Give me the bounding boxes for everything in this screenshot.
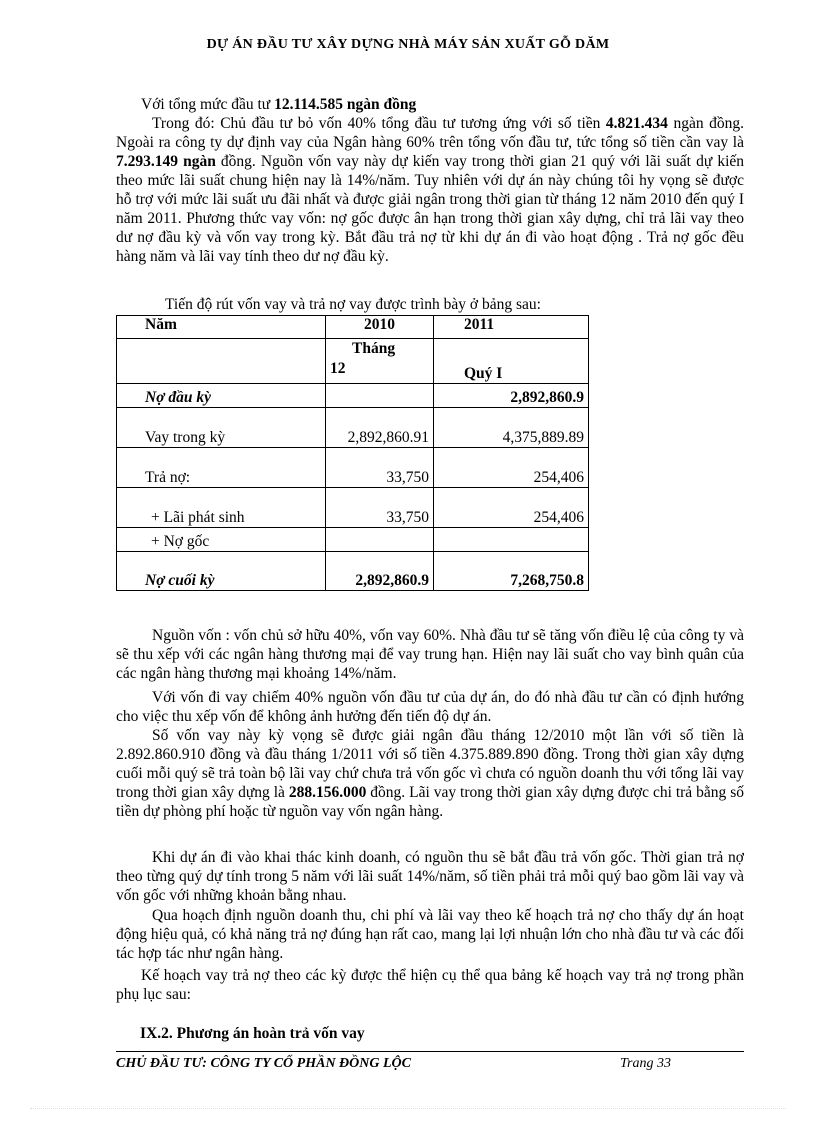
table-row-opening	[117, 384, 589, 408]
loan-amount: 7.293.149 ngàn	[116, 153, 216, 170]
p1-text-2: ngàn đồng. Ngoài ra công ty dự định vay của Ngân hàng 60% trên tổng vốn đầu tư, tức tổng số tiền cần vay là	[116, 115, 744, 151]
table-row-periods	[117, 339, 589, 384]
interest-2011: 254,406	[533, 509, 584, 526]
repay-2011: 254,406	[533, 469, 584, 486]
page-footer	[116, 1056, 744, 1072]
table-row-principal	[117, 528, 589, 552]
period-month-value: 12	[330, 360, 346, 377]
table-row-years	[117, 316, 589, 339]
equity-amount: 4.821.434	[605, 115, 668, 132]
p4-text-2: đồng. Lãi vay trong thời gian xây dựng được chi trả bằng số tiền dự phòng phí hoặc từ nguồn vay vốn ngân hàng.	[116, 784, 744, 820]
paragraph-repayment: Khi dự án đi vào khai thác kinh doanh, có nguồn thu sẽ bắt đầu trả vốn gốc. Thời gian trả nợ theo từng quý dự tính trong 5 năm với lãi suất 14%/năm, số tiền phải trả mỗi quý bao gồm lãi vay và vốn gốc với những khoản bằng nhau.	[116, 849, 744, 904]
paragraph-loan-share: Với vốn đi vay chiếm 40% nguồn vốn đầu tư của dự án, do đó nhà đầu tư cần có định hướng cho việc thu xếp vốn để không ảnh hưởng đến tiến độ dự án.	[116, 689, 744, 725]
repay-label: Trả nợ:	[145, 469, 191, 486]
intro-prefix: Với tổng mức đầu tư	[141, 96, 275, 113]
footer-divider	[116, 1051, 744, 1052]
paragraph-financing	[116, 114, 744, 266]
total-interest: 288.156.000	[288, 784, 367, 801]
bottom-divider	[30, 1108, 786, 1109]
page-number: Trang 33	[620, 1056, 671, 1071]
paragraph-plan: Kế hoạch vay trả nợ theo các kỳ được thể hiện cụ thể qua bảng kế hoạch vay trả nợ trong phần phụ lục sau:	[116, 967, 744, 1003]
intro-line	[141, 95, 641, 114]
closing-debt-2011: 7,268,750.8	[510, 572, 584, 589]
opening-debt-label: Nợ đầu kỳ	[145, 389, 212, 406]
interest-2010: 33,750	[386, 509, 429, 526]
p1-text-1: Trong đó: Chủ đầu tư bỏ vốn 40% tổng đầu tư tương ứng với số tiền	[152, 115, 606, 132]
table-row-interest	[117, 488, 589, 528]
paragraph-capital-sources: Nguồn vốn : vốn chủ sở hữu 40%, vốn vay 60%. Nhà đầu tư sẽ tăng vốn điều lệ của công ty và sẽ thu xếp với các ngân hàng thương mại để vay trung hạn. Hiện nay lãi suất cho vay bình quân của các ngân hàng thương mại khoảng 14%/năm.	[116, 627, 744, 682]
table-intro: Tiến độ rút vốn vay và trả nợ vay được trình bày ở bảng sau:	[165, 296, 541, 313]
year-2011: 2011	[464, 316, 495, 333]
year-2010: 2010	[364, 316, 395, 333]
paragraph-disbursement	[116, 726, 744, 821]
p4-text-1: Số vốn vay này kỳ vọng sẽ được giải ngân đầu tháng 12/2010 một lần với số tiền là 2.892.860.910 đồng và đầu tháng 1/2011 với số tiền 4.375.889.890 đồng. Trong thời gian xây dựng cuối mỗi quý sẽ trả toàn bộ lãi vay chứ chưa trả vốn gốc vì chưa có nguồn doanh thu với tổng lãi vay trong thời gian xây dựng là	[116, 727, 744, 801]
table-row-repay	[117, 448, 589, 488]
table-row-borrow	[117, 408, 589, 448]
borrow-2010: 2,892,860.91	[347, 429, 429, 446]
principal-label: + Nợ gốc	[151, 533, 210, 550]
total-investment: 12.114.585 ngàn đồng	[274, 96, 417, 113]
repay-2010: 33,750	[386, 469, 429, 486]
closing-debt-2010: 2,892,860.9	[355, 572, 429, 589]
borrow-2011: 4,375,889.89	[502, 429, 584, 446]
closing-debt-label: Nợ cuối kỳ	[145, 572, 215, 589]
period-quarter: Quý I	[464, 365, 503, 382]
col-year-label: Năm	[145, 316, 177, 333]
footer-owner: CHỦ ĐẦU TƯ: CÔNG TY CỔ PHẦN ĐỒNG LỘC	[116, 1056, 411, 1071]
p1-text-3: đồng. Nguồn vốn vay này dự kiến vay trong thời gian 21 quý với lãi suất dự kiến theo mức lãi suất chung hiện nay là 14%/năm. Tuy nhiên với dự án này chúng tôi hy vọng sẽ được hỗ trợ với mức lãi suất ưu đãi nhất và được giải ngân trong thời gian từ tháng 12 năm 2010 đến quý I năm 2011. Phương thức vay vốn: nợ gốc được ân hạn trong thời gian xây dựng, chỉ trả lãi vay theo dư nợ đầu kỳ và vốn vay trong kỳ. Bắt đầu trả nợ từ khi dự án đi vào hoạt động . Trả nợ gốc đều hàng năm và lãi vay tính theo dư nợ đầu kỳ.	[116, 153, 745, 265]
table-row-closing	[117, 552, 589, 591]
opening-debt-2011: 2,892,860.9	[510, 389, 584, 406]
page-header: DỰ ÁN ĐẦU TƯ XÂY DỰNG NHÀ MÁY SẢN XUẤT GỖ DĂM	[206, 37, 610, 52]
section-heading: IX.2. Phương án hoàn trả vốn vay	[140, 1025, 365, 1042]
borrow-label: Vay trong kỳ	[145, 429, 226, 446]
loan-schedule-table	[116, 315, 589, 591]
period-month-label: Tháng	[352, 340, 396, 357]
paragraph-feasibility: Qua hoạch định nguồn doanh thu, chi phí và lãi vay theo kế hoạch trả nợ cho thấy dự án hoạt động hiệu quả, có khả năng trả nợ đúng hạn rất cao, mang lại lợi nhuận lớn cho nhà đầu tư và các đối tác hợp tác như ngân hàng.	[116, 907, 744, 962]
interest-label: + Lãi phát sinh	[151, 509, 245, 526]
